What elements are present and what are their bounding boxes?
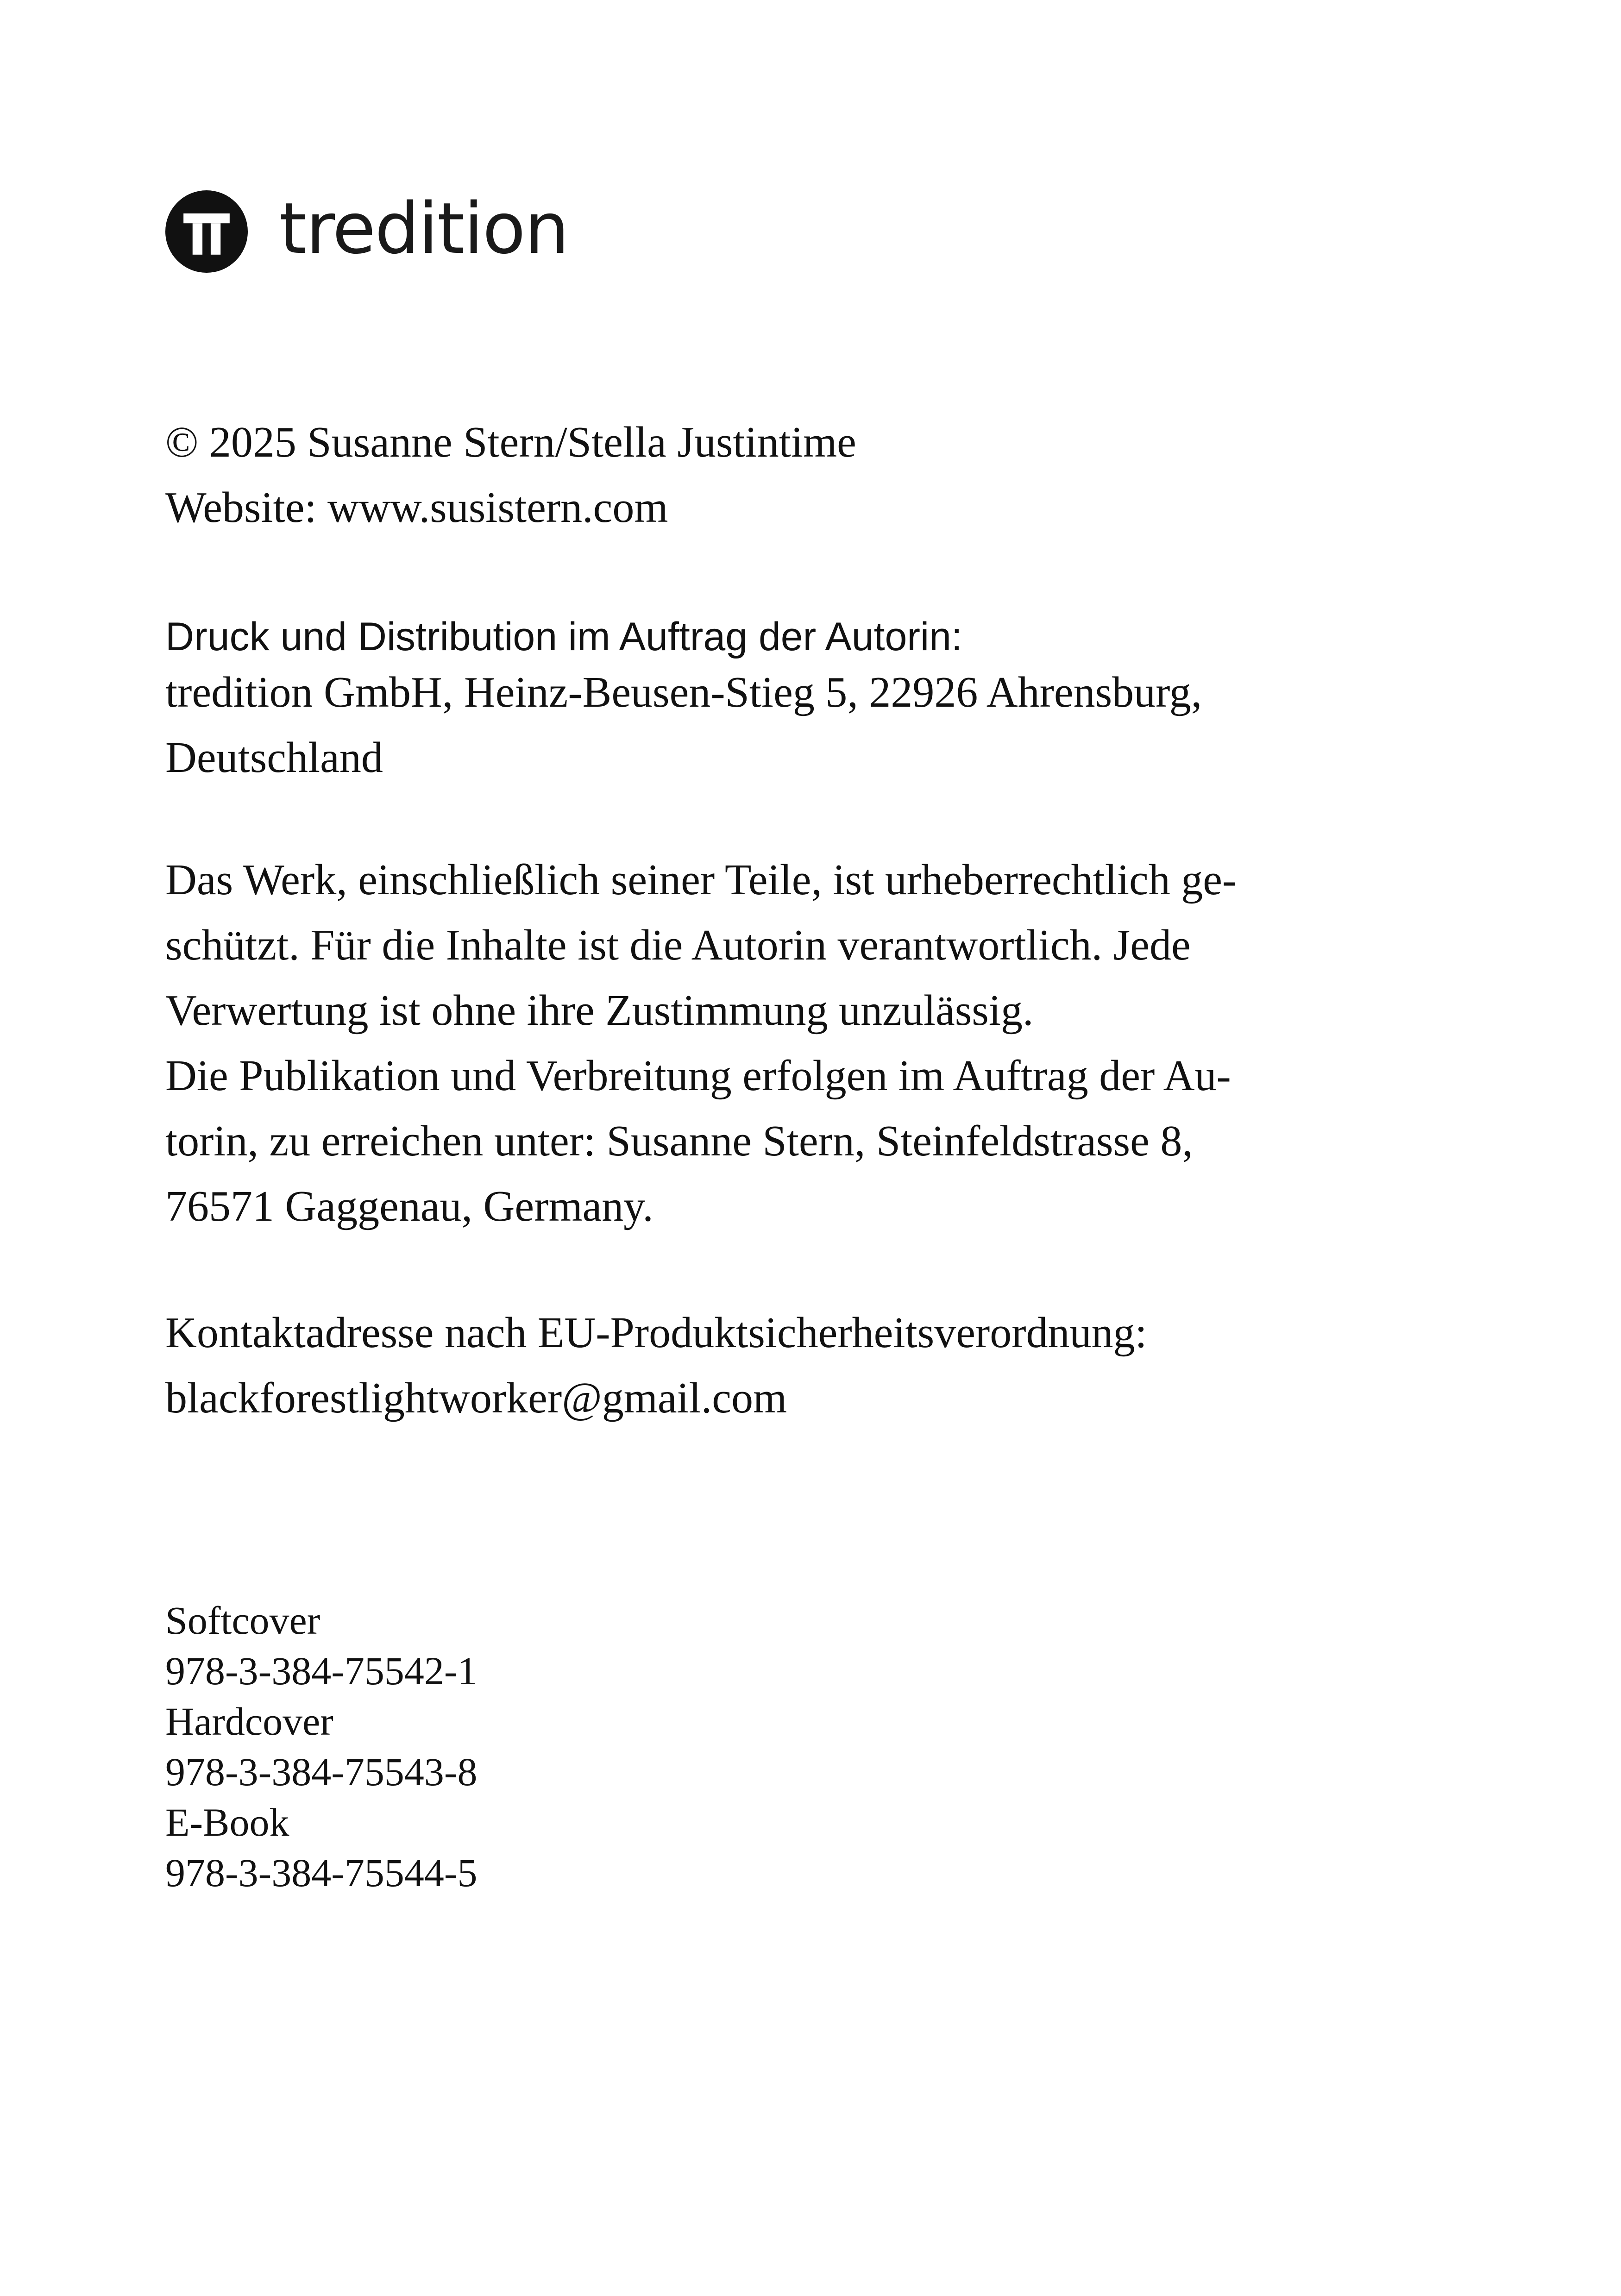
logo-wordmark: tredition <box>279 188 569 270</box>
printer-country-line: Deutschland <box>165 734 383 782</box>
rights-line: Verwertung ist ohne ihre Zustimmung unzulässig. <box>165 986 1034 1035</box>
rights-line: torin, zu erreichen unter: Susanne Stern, Steinfeldstrasse 8, <box>165 1117 1193 1165</box>
edition-isbn: 978-3-384-75543-8 <box>165 1750 478 1794</box>
contact-block <box>165 1300 1147 1431</box>
edition-format: Softcover <box>165 1598 320 1643</box>
edition-format: Hardcover <box>165 1699 333 1744</box>
tredition-logo-icon <box>165 190 248 273</box>
printer-address-line: tredition GmbH, Heinz-Beusen-Stieg 5, 22926 Ahrensburg, <box>165 668 1202 716</box>
edition-format: E-Book <box>165 1800 289 1844</box>
publisher-logo <box>165 190 568 273</box>
contact-email: blackforestlightworker@gmail.com <box>165 1374 787 1422</box>
copyright-block <box>165 410 856 540</box>
edition-isbn: 978-3-384-75544-5 <box>165 1851 478 1895</box>
rights-line: 76571 Gaggenau, Germany. <box>165 1182 653 1230</box>
printing-block <box>165 614 1202 790</box>
isbn-block <box>165 1595 478 1898</box>
rights-line: Die Publikation und Verbreitung erfolgen im Auftrag der Au- <box>165 1052 1231 1100</box>
copyright-line: © 2025 Susanne Stern/Stella Justintime <box>165 418 856 466</box>
rights-line: Das Werk, einschließlich seiner Teile, ist urheberrechtlich ge- <box>165 856 1237 904</box>
printing-heading: Druck und Distribution im Auftrag der Autorin: <box>165 615 962 659</box>
contact-heading: Kontaktadresse nach EU-Produktsicherheitsverordnung: <box>165 1309 1147 1357</box>
website-line: Website: www.susistern.com <box>165 483 668 532</box>
rights-line: schützt. Für die Inhalte ist die Autorin verantwortlich. Jede <box>165 921 1191 969</box>
rights-block <box>165 847 1237 1239</box>
edition-isbn: 978-3-384-75542-1 <box>165 1649 478 1693</box>
